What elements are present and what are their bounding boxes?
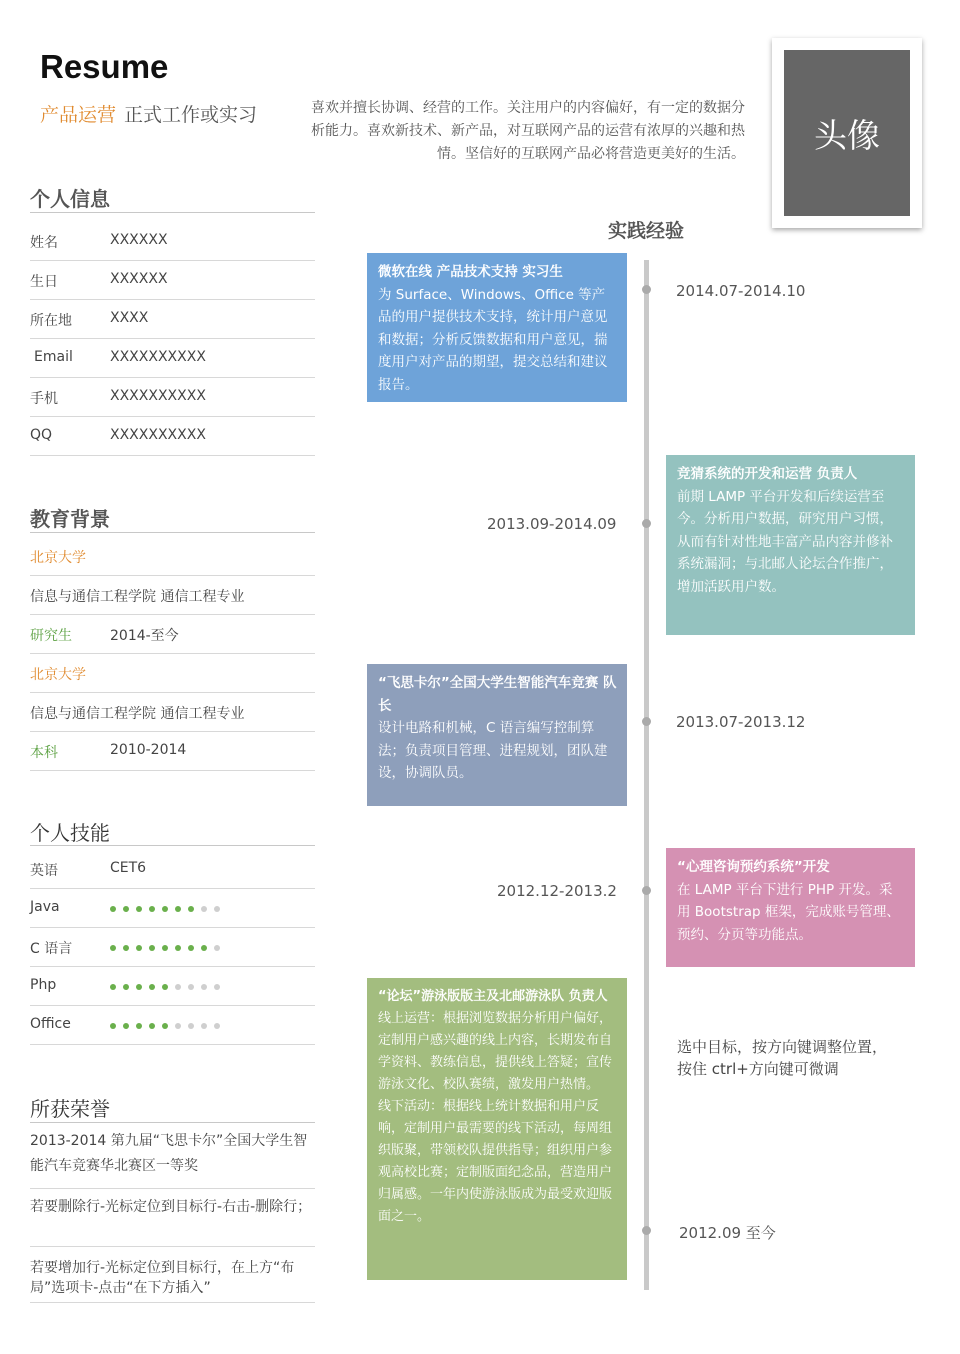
experience-heading: 实践经验 — [608, 220, 685, 242]
experience-date: 2014.07-2014.10 — [676, 282, 806, 300]
skill-dot-filled — [110, 906, 116, 912]
period: 2014-至今 — [110, 628, 179, 644]
edu-school — [30, 537, 315, 576]
skill-row-english — [30, 850, 315, 889]
skill-dot-empty — [214, 945, 220, 951]
skill-dot-filled — [175, 945, 181, 951]
skill-dot-filled — [136, 1023, 142, 1029]
info-row-qq — [30, 417, 315, 456]
skill-dot-filled — [123, 945, 129, 951]
edu-dept — [30, 693, 315, 732]
skill-dot-empty — [201, 1023, 207, 1029]
period: 2010-2014 — [110, 742, 187, 758]
target-role — [40, 100, 257, 127]
experience-desc: 为 Surface、Windows、Office 等产品的用户提供技术支持，统计用户意见和数据；分析反馈数据和用户意见，揣度用户对产品的期望，提交总结和建议报告。 — [378, 286, 608, 393]
experience-date: 2012.12-2013.2 — [497, 882, 617, 900]
info-label: 手机 — [30, 391, 58, 407]
experience-date: 2013.07-2013.12 — [676, 713, 806, 731]
skill-dot-empty — [214, 984, 220, 990]
experience-card[interactable] — [367, 664, 627, 806]
edu-degree — [30, 615, 315, 654]
experience-desc: 设计电路和机械，C 语言编写控制算法；负责项目管理、进程规划，团队建设，协调队员。 — [378, 720, 608, 781]
info-row-email — [30, 339, 315, 378]
edu-dept — [30, 576, 315, 615]
info-value: XXXXXX — [110, 271, 168, 287]
skill-dot-filled — [136, 945, 142, 951]
experience-desc: 前期 LAMP 平台开发和后续运营至今。分析用户数据，研究用户习惯，从而有针对性地丰富产品内容并修补系统漏洞；与北邮人论坛合作推广，增加活跃用户数。 — [677, 488, 893, 595]
skill-level-dots — [110, 984, 220, 990]
skill-row — [30, 967, 315, 1006]
info-label: 生日 — [30, 274, 58, 290]
info-row-phone — [30, 378, 315, 417]
info-value: XXXXXXXXXX — [110, 349, 206, 365]
info-value: XXXXXXXXXX — [110, 388, 206, 404]
timeline-dot — [642, 285, 651, 294]
skill-dot-filled — [110, 1023, 116, 1029]
degree: 研究生 — [30, 628, 72, 644]
divider — [30, 1122, 315, 1123]
skill-dot-empty — [214, 906, 220, 912]
skill-dot-empty — [188, 984, 194, 990]
info-label: 所在地 — [30, 313, 72, 329]
skill-dot-filled — [149, 1023, 155, 1029]
skill-value: CET6 — [110, 860, 147, 876]
timeline-axis — [644, 260, 649, 1290]
skill-dot-empty — [188, 1023, 194, 1029]
honor-item: 2013-2014 第九届“飞思卡尔”全国大学生智能汽车竞赛华北赛区一等奖 — [30, 1129, 315, 1189]
department: 信息与通信工程学院 通信工程专业 — [30, 706, 245, 722]
photo-frame[interactable] — [772, 38, 922, 228]
resume-title: Resume — [40, 48, 169, 85]
skill-label: Office — [30, 1016, 71, 1032]
skill-dot-filled — [136, 984, 142, 990]
info-value: XXXX — [110, 310, 149, 326]
school-name: 北京大学 — [30, 550, 86, 566]
experience-title: 微软在线 产品技术支持 实习生 — [378, 264, 563, 280]
skill-dot-filled — [188, 945, 194, 951]
skill-dot-filled — [110, 984, 116, 990]
experience-title: “飞思卡尔”全国大学生智能汽车竞赛 队长 — [378, 675, 617, 714]
skill-dot-filled — [123, 1023, 129, 1029]
experience-card[interactable] — [666, 848, 915, 967]
role-name: 产品运营 — [40, 104, 117, 126]
skill-dot-filled — [123, 906, 129, 912]
skill-dot-filled — [162, 984, 168, 990]
department: 信息与通信工程学院 通信工程专业 — [30, 589, 245, 605]
skill-dot-filled — [149, 945, 155, 951]
info-row-name — [30, 222, 315, 261]
experience-desc: 在 LAMP 平台下进行 PHP 开发。采用 Bootstrap 框架，完成账号管理、预约、分页等功能点。 — [677, 881, 900, 943]
edu-school — [30, 654, 315, 693]
honor-item: 若要删除行-光标定位到目标行-右击-删除行； — [30, 1195, 315, 1247]
skill-dot-empty — [175, 984, 181, 990]
editing-tip: 选中目标，按方向键调整位置，按住 ctrl+方向键可微调 — [677, 1038, 888, 1078]
experience-card[interactable] — [367, 253, 627, 402]
skill-label: Php — [30, 977, 57, 993]
edu-degree — [30, 732, 315, 771]
skill-dot-empty — [214, 1023, 220, 1029]
skill-label: C 语言 — [30, 941, 73, 957]
skill-dot-filled — [149, 906, 155, 912]
info-row-birthday — [30, 261, 315, 300]
skill-dot-filled — [175, 906, 181, 912]
info-value: XXXXXXXXXX — [110, 427, 206, 443]
timeline-dot — [642, 519, 651, 528]
skill-dot-empty — [201, 906, 207, 912]
skill-label: Java — [30, 899, 60, 915]
experience-desc: 线上运营：根据浏览数据分析用户偏好，定制用户感兴趣的线上内容，长期发布自学资料、教练信息，提供线上答疑；宣传游泳文化、校队赛绩，激发用户热情。 — [378, 1011, 613, 1092]
divider — [30, 212, 315, 213]
skill-dot-filled — [149, 984, 155, 990]
self-introduction: 喜欢并擅长协调、经营的工作。关注用户的内容偏好，有一定的数据分析能力。喜欢新技术、新产品，对互联网产品的运营有浓厚的兴趣和热情。坚信好的互联网产品必将营造更美好的生活。 — [311, 100, 745, 162]
photo-placeholder[interactable]: 头像 — [784, 50, 910, 216]
personal-info-heading: 个人信息 — [30, 187, 110, 211]
skills-heading: 个人技能 — [30, 821, 110, 845]
info-label: 姓名 — [30, 235, 58, 251]
experience-date: 2013.09-2014.09 — [487, 515, 617, 533]
info-row-location — [30, 300, 315, 339]
timeline-dot — [642, 717, 651, 726]
skill-dot-filled — [123, 984, 129, 990]
skill-level-dots — [110, 1023, 220, 1029]
experience-title: “论坛”游泳版版主及北邮游泳队 负责人 — [378, 989, 608, 1004]
experience-card[interactable] — [367, 978, 627, 1280]
info-label: Email — [34, 349, 73, 365]
skill-row — [30, 928, 315, 967]
skill-level-dots — [110, 945, 220, 951]
school-name: 北京大学 — [30, 667, 86, 683]
skill-dot-filled — [162, 945, 168, 951]
skill-level-dots — [110, 906, 220, 912]
skill-dot-filled — [201, 945, 207, 951]
honors-heading: 所获荣誉 — [30, 1097, 110, 1121]
skill-dot-filled — [188, 906, 194, 912]
honor-item: 若要增加行-光标定位到目标行，在上方“布局”选项卡-点击“在下方插入” — [30, 1254, 315, 1303]
role-type: 正式工作或实习 — [124, 104, 258, 126]
timeline-dot — [642, 886, 651, 895]
divider — [30, 845, 315, 846]
education-heading: 教育背景 — [30, 507, 110, 531]
skill-dot-empty — [201, 984, 207, 990]
skill-row — [30, 889, 315, 928]
skill-label: 英语 — [30, 863, 58, 879]
divider — [30, 532, 315, 533]
skill-dot-filled — [136, 906, 142, 912]
degree: 本科 — [30, 745, 58, 761]
skill-dot-filled — [162, 1023, 168, 1029]
info-value: XXXXXX — [110, 232, 168, 248]
experience-title: 竞猜系统的开发和运营 负责人 — [677, 466, 858, 482]
experience-desc: 线下活动：根据线上统计数据和用户反响，定制用户最需要的线下活动，每周组织版聚，带领校队提供指导；组织用户参观高校比赛；定制版面纪念品，营造用户归属感。一年内使游泳版成为最受欢迎版面之一。 — [378, 1099, 613, 1224]
skill-dot-filled — [162, 906, 168, 912]
experience-title: “心理咨询预约系统”开发 — [677, 859, 830, 875]
skill-row — [30, 1006, 315, 1045]
timeline-dot — [642, 1226, 651, 1235]
skill-dot-empty — [175, 1023, 181, 1029]
skill-dot-filled — [110, 945, 116, 951]
info-label: QQ — [30, 427, 53, 443]
experience-date: 2012.09 至今 — [679, 1224, 776, 1242]
experience-card[interactable] — [666, 455, 915, 635]
